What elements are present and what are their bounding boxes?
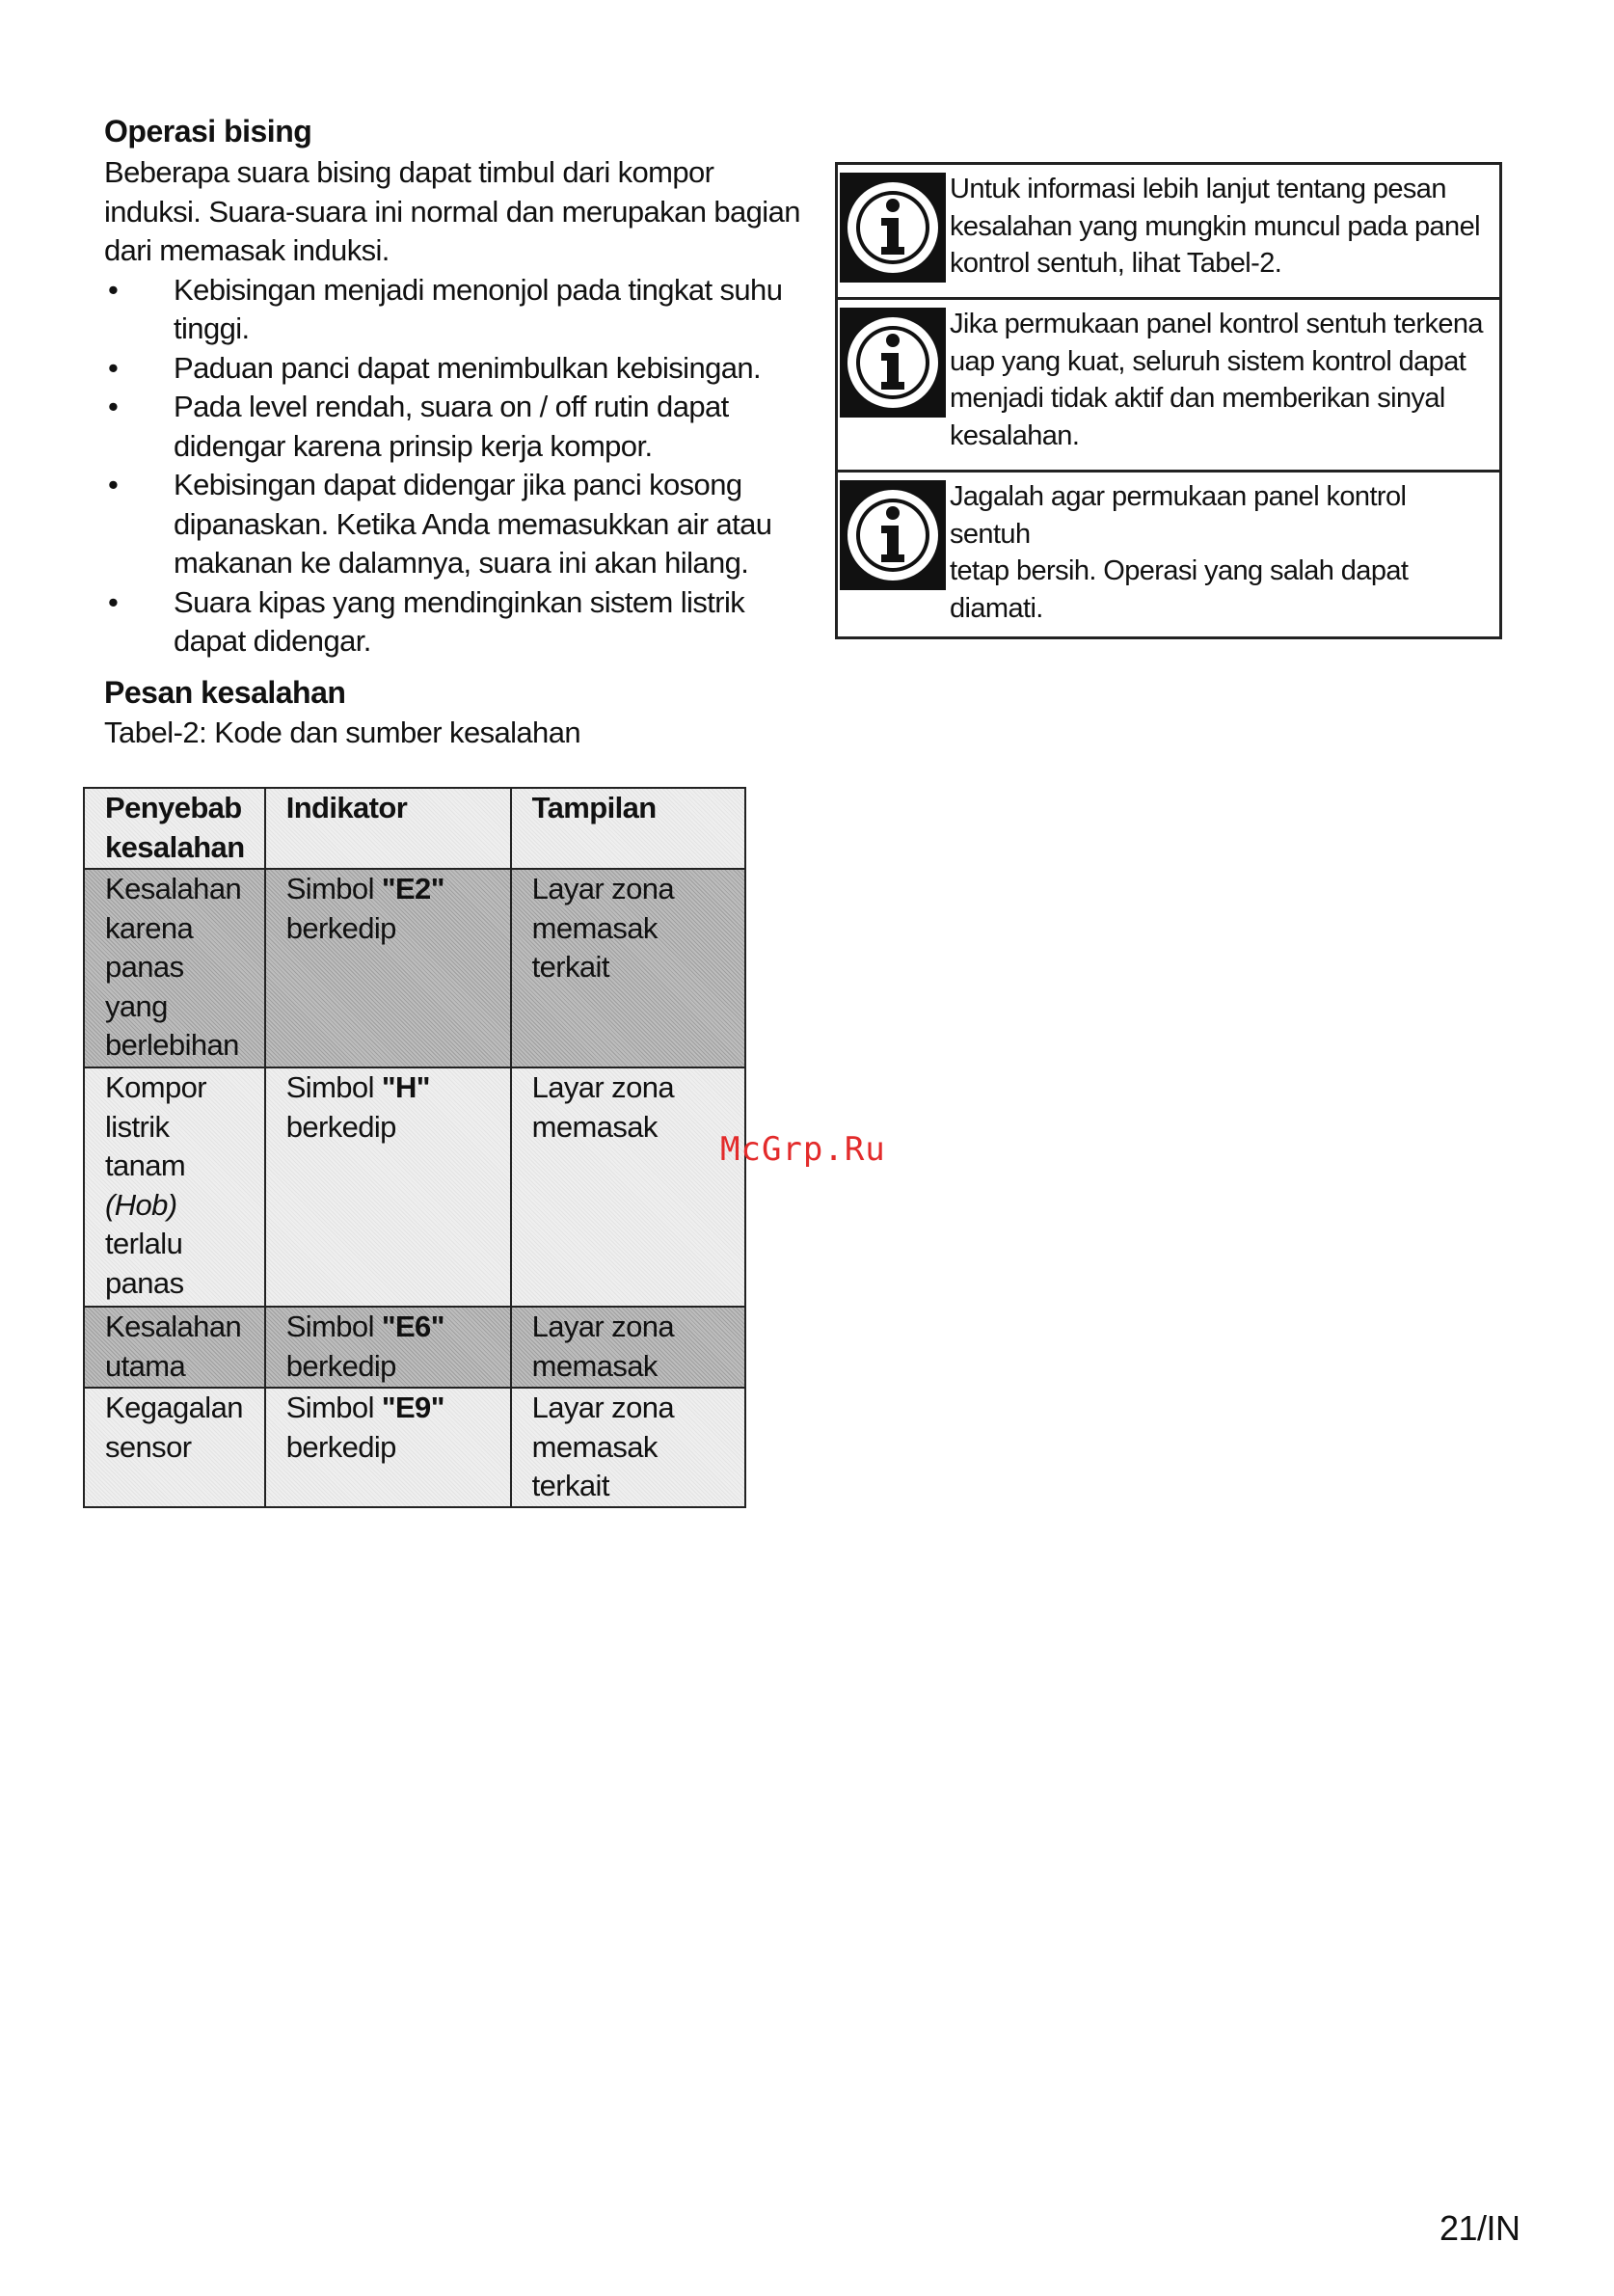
cell-line (286, 870, 504, 909)
cell-line: memasak (531, 1348, 658, 1383)
bullet-line: • Suara kipas yang mendinginkan sistem listrik (174, 584, 745, 619)
noise-bullet-list (104, 271, 818, 662)
cell-line (286, 1068, 504, 1108)
note-line: kontrol sentuh, lihat Tabel-2. (950, 248, 1282, 279)
list-item (104, 388, 818, 466)
intro-line: dari memasak induksi. (104, 233, 390, 267)
indicator-prefix: Simbol (285, 1070, 382, 1104)
cell-line: memasak (531, 910, 658, 945)
info-note (838, 473, 1499, 636)
cell-cause (84, 1388, 265, 1507)
info-icon-box (838, 473, 948, 636)
cell-line: Layar zona (531, 872, 674, 905)
info-note (838, 300, 1499, 473)
intro-line: induksi. Suara-suara ini normal dan merupakan bagian (104, 194, 800, 229)
indicator-prefix: Simbol (285, 1391, 382, 1424)
section-heading-errors: Pesan kesalahan (104, 675, 346, 710)
error-symbol: "E6" (381, 1310, 444, 1343)
note-line: Jika permukaan panel kontrol sentuh terkena (950, 309, 1483, 339)
list-item (104, 349, 818, 389)
note-line: kesalahan yang mungkin muncul pada panel (950, 210, 1480, 242)
table-row (84, 1307, 745, 1388)
info-note-text (948, 165, 1490, 297)
error-symbol: "E9" (381, 1391, 444, 1424)
header-line: Indikator (285, 791, 408, 824)
list-item (104, 466, 818, 583)
cell-line: berlebihan (105, 1028, 239, 1062)
info-note-text (948, 473, 1499, 636)
cell-line: terkait (531, 1469, 609, 1502)
cell-cause (84, 1067, 265, 1307)
table-caption-text: Kode dan sumber kesalahan (206, 716, 580, 749)
info-note (838, 165, 1499, 300)
page-number: 21/IN (1439, 2208, 1520, 2248)
bullet-line: • Kebisingan dapat didengar jika panci kosong (174, 468, 742, 501)
info-notes-box (835, 162, 1502, 639)
cell-indicator (265, 869, 511, 1067)
cell-display (511, 869, 745, 1067)
cell-line: panas (105, 950, 184, 984)
cell-display (511, 1307, 745, 1388)
cell-line: terlalu (105, 1227, 183, 1260)
note-line: tetap bersih. Operasi yang salah dapat (950, 555, 1409, 586)
info-note-text (948, 300, 1493, 470)
cell-line: memasak (531, 1109, 658, 1144)
cell-line: Kegagalan (105, 1391, 243, 1424)
cell-line: berkedip (285, 1429, 396, 1464)
section-heading-noise: Operasi bising (104, 114, 312, 149)
info-icon (840, 480, 946, 590)
bullet-line: makanan ke dalamnya, suara ini akan hilang. (174, 546, 749, 580)
cell-line: utama (105, 1348, 186, 1383)
indicator-prefix: Simbol (285, 872, 382, 905)
cell-line: yang (105, 988, 168, 1023)
error-symbol: "E2" (381, 872, 444, 905)
cell-line: berkedip (285, 1109, 396, 1144)
cell-indicator (265, 1307, 511, 1388)
bullet-line: • Pada level rendah, suara on / off rutin dapat (174, 390, 729, 423)
cell-line: terkait (531, 950, 609, 984)
cell-line: Kompor (105, 1070, 206, 1104)
cell-indicator (265, 1067, 511, 1307)
bullet-line: • Kebisingan menjadi menonjol pada tingkat suhu (174, 272, 783, 307)
table-caption (104, 714, 580, 753)
list-item (104, 271, 818, 349)
cell-line: sensor (105, 1429, 192, 1464)
cell-line: berkedip (285, 910, 396, 945)
header-display (511, 788, 745, 869)
cell-line (286, 1308, 504, 1347)
info-icon (840, 308, 946, 418)
bullet-line: • Paduan panci dapat menimbulkan kebisingan. (174, 350, 762, 385)
intro-line: Beberapa suara bising dapat timbul dari kompor (104, 155, 714, 189)
header-cause (84, 788, 265, 869)
bullet-line: tinggi. (174, 311, 250, 345)
cell-line: Kesalahan (105, 1310, 242, 1343)
note-line: Jagalah agar permukaan panel kontrol sentuh (950, 481, 1407, 550)
cell-cause (84, 869, 265, 1067)
table-row (84, 1388, 745, 1507)
table-header-row (84, 788, 745, 869)
info-icon (840, 173, 946, 283)
bullet-line: didengar karena prinsip kerja kompor. (174, 428, 653, 463)
table-caption-label: Tabel-2: (104, 716, 207, 749)
cell-display (511, 1388, 745, 1507)
bullet-line: dipanaskan. Ketika Anda memasukkan air atau (174, 506, 772, 541)
header-indicator (265, 788, 511, 869)
cell-line: tanam (105, 1148, 186, 1182)
cell-line: panas (105, 1265, 184, 1300)
cell-line: karena (105, 910, 194, 945)
error-symbol: "H" (381, 1070, 430, 1104)
table-row (84, 869, 745, 1067)
cell-display (511, 1067, 745, 1307)
cell-line: Kesalahan (105, 872, 242, 905)
cell-indicator (265, 1388, 511, 1507)
cell-line: Layar zona (531, 1310, 674, 1343)
header-line: kesalahan (105, 829, 245, 864)
cell-line: (Hob) (105, 1187, 177, 1222)
header-line: Penyebab (105, 791, 242, 824)
note-line: diamati. (950, 592, 1043, 624)
info-icon-box (838, 165, 948, 297)
note-line: menjadi tidak aktif dan memberikan sinyal (950, 383, 1445, 414)
cell-line (286, 1389, 504, 1428)
cell-line: Layar zona (531, 1070, 674, 1104)
note-line: Untuk informasi lebih lanjut tentang pesan (950, 174, 1446, 204)
cell-cause (84, 1307, 265, 1388)
indicator-prefix: Simbol (285, 1310, 382, 1343)
cell-line: listrik (105, 1109, 170, 1144)
cell-line: berkedip (285, 1348, 396, 1383)
watermark: McGrp.Ru (720, 1130, 886, 1169)
note-line: kesalahan. (950, 419, 1080, 451)
error-code-table (83, 787, 746, 1508)
info-icon-box (838, 300, 948, 470)
bullet-line: dapat didengar. (174, 624, 371, 658)
noise-intro (104, 153, 818, 662)
header-line: Tampilan (531, 791, 657, 824)
note-line: uap yang kuat, seluruh sistem kontrol dapat (950, 345, 1466, 377)
cell-line: Layar zona (531, 1391, 674, 1424)
cell-line: memasak (531, 1429, 658, 1464)
list-item (104, 583, 818, 662)
table-row (84, 1067, 745, 1307)
